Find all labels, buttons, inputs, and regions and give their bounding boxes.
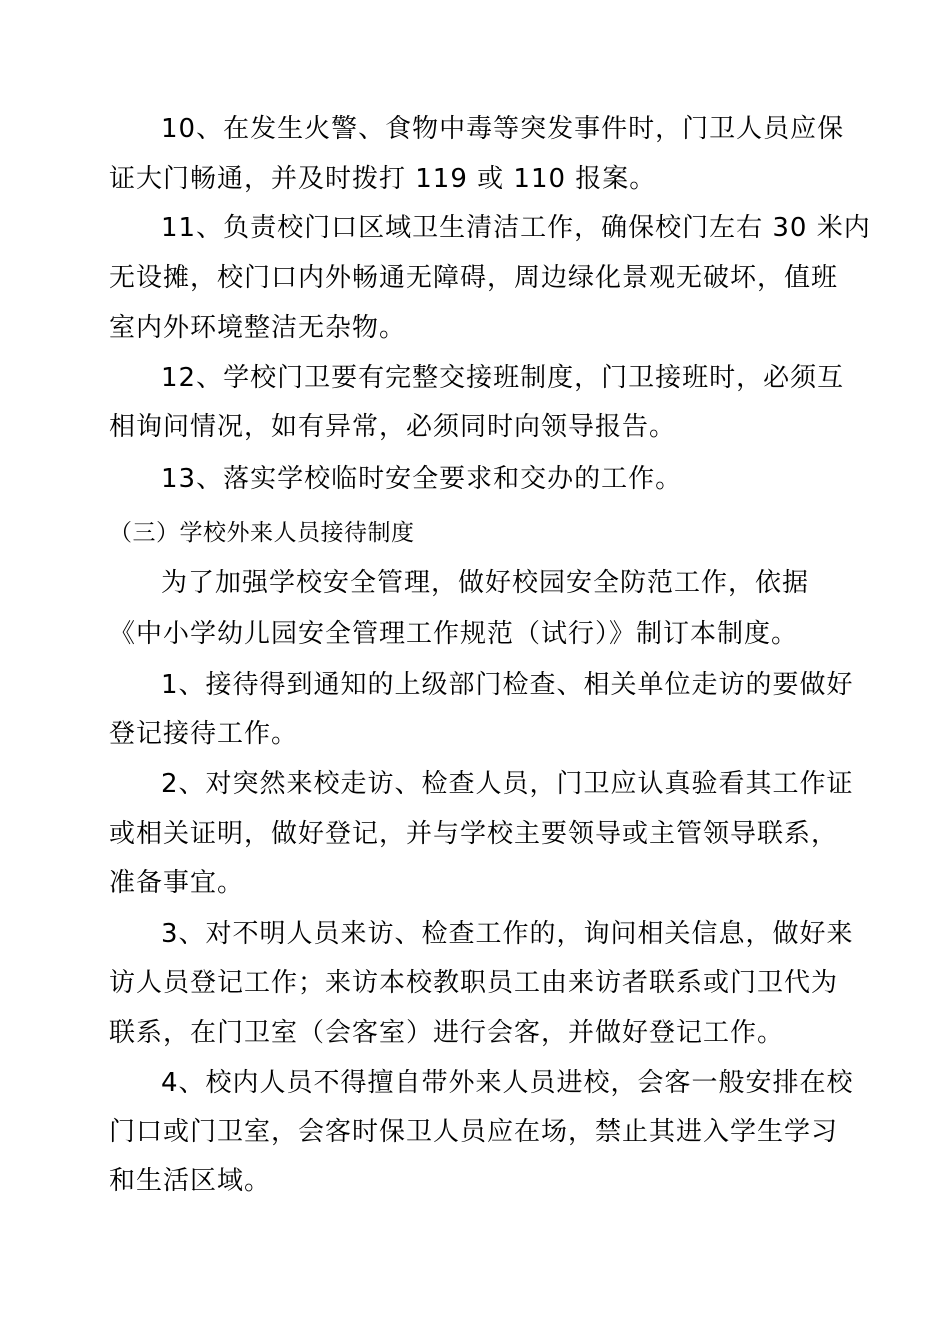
text-line: 为了加强学校安全管理，做好校园安全防范工作，依据: [161, 568, 810, 598]
text-line: 和生活区域。: [109, 1166, 272, 1196]
text-line: 相询问情况，如有异常，必须同时向领导报告。: [109, 412, 677, 442]
text-line: 4、校内人员不得擅自带外来人员进校，会客一般安排在校: [161, 1068, 854, 1098]
text-line: 或相关证明，做好登记，并与学校主要领导或主管领导联系，: [109, 819, 839, 849]
text-line: 联系，在门卫室（会客室）进行会客，并做好登记工作。: [109, 1018, 785, 1048]
text-line: 登记接待工作。: [109, 719, 299, 749]
text-line: 无设摊，校门口内外畅通无障碍，周边绿化景观无破坏，值班: [109, 263, 839, 293]
text-line: 室内外环境整洁无杂物。: [109, 313, 407, 343]
text-line: 10、在发生火警、食物中毒等突发事件时，门卫人员应保: [161, 114, 845, 144]
section-heading: （三）学校外来人员接待制度: [109, 520, 415, 546]
text-line: 12、学校门卫要有完整交接班制度，门卫接班时，必须互: [161, 363, 845, 393]
text-line: 访人员登记工作；来访本校教职员工由来访者联系或门卫代为: [109, 968, 839, 998]
text-line: 13、落实学校临时安全要求和交办的工作。: [161, 464, 683, 494]
text-line: 准备事宜。: [109, 868, 245, 898]
text-line: 1、接待得到通知的上级部门检查、相关单位走访的要做好: [161, 670, 854, 700]
text-line: 3、对不明人员来访、检查工作的，询问相关信息，做好来: [161, 919, 854, 949]
text-line: 《中小学幼儿园安全管理工作规范（试行）》制订本制度。: [109, 619, 799, 649]
text-line: 门口或门卫室，会客时保卫人员应在场，禁止其进入学生学习: [109, 1117, 839, 1147]
text-line: 11、负责校门口区域卫生清洁工作，确保校门左右 30 米内: [161, 213, 871, 243]
text-line: 2、对突然来校走访、检查人员，门卫应认真验看其工作证: [161, 769, 854, 799]
text-line: 证大门畅通，并及时拨打 119 或 110 报案。: [109, 164, 657, 194]
